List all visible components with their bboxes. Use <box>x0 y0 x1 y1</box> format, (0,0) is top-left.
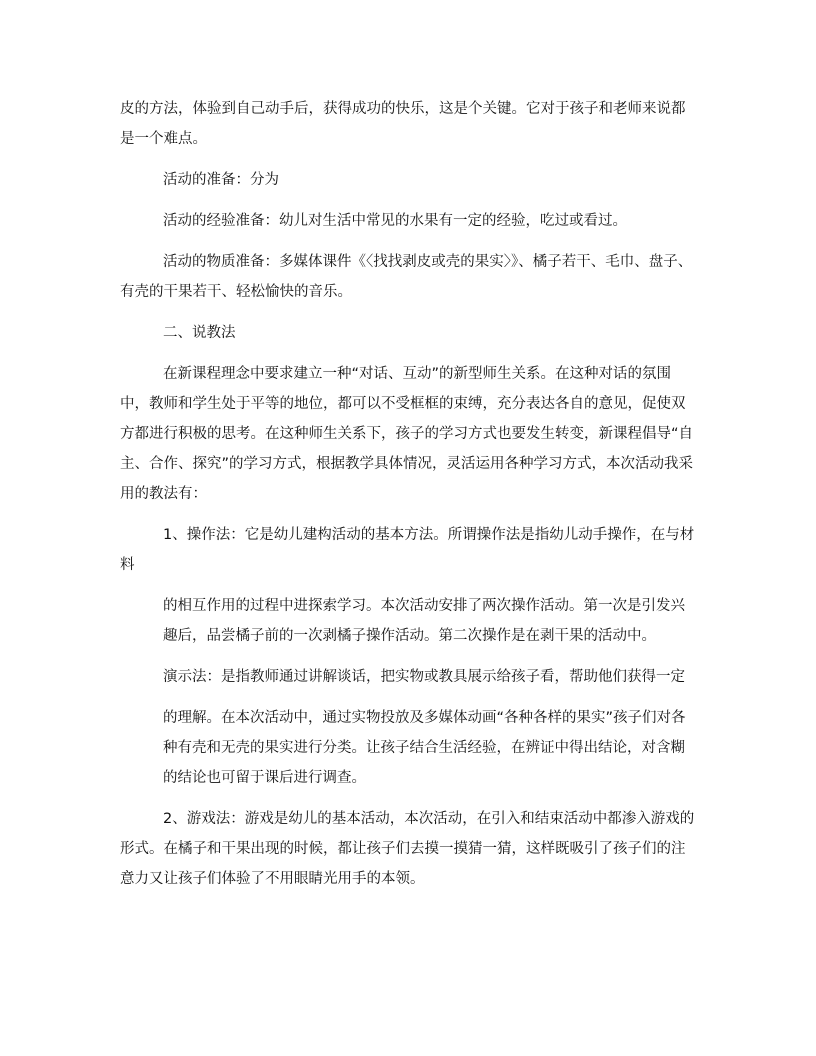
paragraph-game-method: 2、游戏法：游戏是幼儿的基本活动，本次活动，在引入和结束活动中都渗入游戏的形式。在橘子和干果出现的时候，都让孩子们去摸一摸猜一猜，这样既吸引了孩子们的注意力又让孩子们体验了不用眼睛光用手的本领。 <box>120 811 695 887</box>
paragraph-curriculum-concept: 在新课程理念中要求建立一种“对话、互动”的新型师生关系。在这种对话的氛围中，教师和学生处于平等的地位，都可以不受框框的束缚，充分表达各自的意见，促使双方都进行积极的思考。在这种师生关系下，孩子的学习方式也要发生转变，新课程倡导“自主、合作、探究”的学习方式，根据教学具体情况，灵活运用各种学习方式，本次活动我采用的教法有： <box>120 366 694 502</box>
paragraph-preparation: 活动的准备：分为 <box>163 172 279 188</box>
section-heading-teaching-methods: 二、说教法 <box>163 325 236 341</box>
paragraph-operation-method-continued: 的相互作用的过程中进探索学习。本次活动安排了两次操作活动。第一次是引发兴趣后，品尝橘子前的一次剥橘子操作活动。第二次操作是在剥干果的活动中。 <box>163 598 685 644</box>
paragraph-intro-continued: 皮的方法，体验到自己动手后，获得成功的快乐，这是个关键。它对于孩子和老师来说都是一个难点。 <box>120 101 686 147</box>
document-body <box>120 94 696 905</box>
paragraph-experience-preparation: 活动的经验准备：幼儿对生活中常见的水果有一定的经验，吃过或看过。 <box>163 213 627 229</box>
paragraph-operation-method: 1、操作法：它是幼儿建构活动的基本方法。所谓操作法是指幼儿动手操作，在与材料 <box>120 527 695 573</box>
paragraph-demonstration-method: 演示法：是指教师通过讲解谈话，把实物或教具展示给孩子看，帮助他们获得一定 <box>163 669 685 685</box>
paragraph-demonstration-method-continued: 的理解。在本次活动中，通过实物投放及多媒体动画“各种各样的果实”孩子们对各种有壳和无壳的果实进行分类。让孩子结合生活经验，在辨证中得出结论，对含糊的结论也可留于课后进行调查。 <box>163 710 686 786</box>
paragraph-material-preparation: 活动的物质准备：多媒体课件《〈找找剥皮或壳的果实〉》、橘子若干、毛巾、盘子、有壳的干果若干、轻松愉快的音乐。 <box>120 254 693 300</box>
